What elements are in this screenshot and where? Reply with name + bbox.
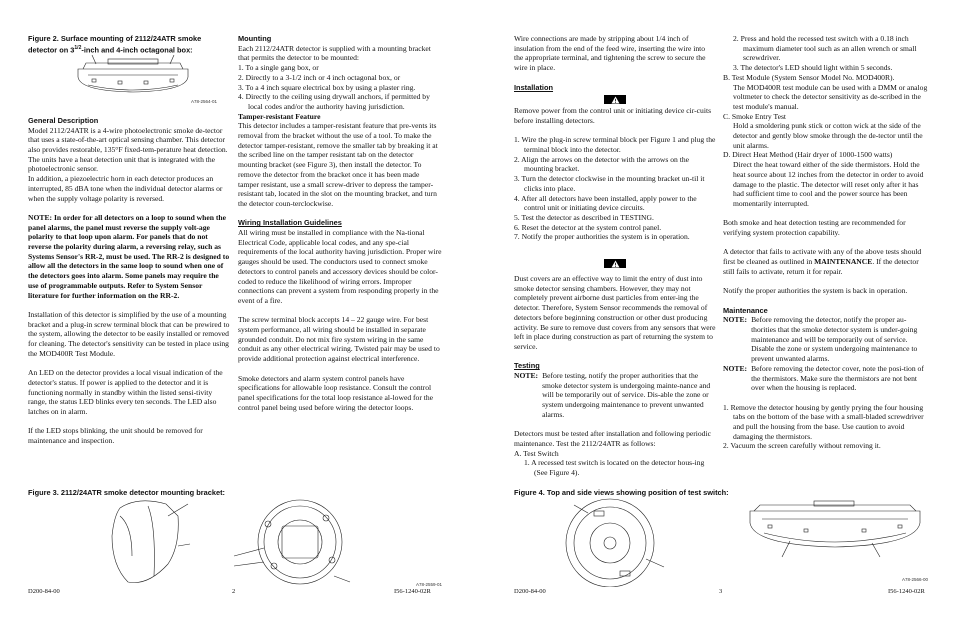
fig2-caption [28,34,230,55]
failed-detector-text-b: . If the detector still fails to activate, return it for repair. [723,257,919,276]
fig2-detector-drawing [28,55,230,116]
test-a-step-2: 2. Press and hold the recessed test switch with a 0.18 inch maximum diameter tool such as an allen wrench or small screwdriver. [733,34,917,63]
install-step: 6. Reset the detector at the system control panel. [514,222,662,232]
fig3-part-number: A78-2559-01 [416,582,443,587]
right-page-col-2 [723,34,929,451]
mounting-item: 1. To a single gang box, or [238,63,319,73]
left-page-col-2 [238,34,442,412]
wiring-p1: All wiring must be installed in compliance with the Na-tional Electrical Code, applicable local codes, and any spe-cial requirements of the local authority having jurisdiction. Proper wire gauges should be used. The conductors used to connect smoke detectors to control panels and accessory devices should be color-coded to reduce the likelihood of wiring errors. Improper connections can prevent a system from responding properly in the event of a fire. [238,228,442,305]
testing-note-text: Before testing, notify the proper authorities that the smoke detector system is undergoing mainte-nance and will be temporarily out of service. Dis-able the zone or system undergoing maintenance to prevent unwanted alarms. [542,371,711,419]
fig2-caption-line2b: -inch and 4-inch octagonal box: [81,45,193,55]
fig4-test-switch-drawing [514,497,934,587]
install-step: 5. Test the detector as described in TESTING. [514,212,654,222]
install-step: 1. Wire the plug-in screw terminal block per Figure 1 and plug the terminal block into the detector. [514,135,716,154]
left-footer-doc-id: D200-84-00 [28,588,60,595]
dust-covers-paragraph: Dust covers are an effective way to limit the entry of dust into smoke detector sensing chambers. However, they may not completely prevent airborne dust particles from enter-ing the detector. Therefore, System Sensor recommends the removal of detectors before beginning construction or other dust producing activity. Be sure to remove dust covers from any sensors that were left in place during construction as part of returning the system to service. [514,274,716,351]
installation-overview: Installation of this detector is simplified by the use of a mounting bracket and a plug-in screw terminal block that can be prewired to the system, allowing the detector to be easily installed or removed for cleaning. The detector's sensitivity can be tested in place using the MOD400R Test Module. [28,309,230,358]
mounting-intro: Each 2112/24ATR detector is supplied with a mounting bracket that permits the detector to be mounted: [238,43,431,63]
test-b-heading: B. Test Module (System Sensor Model No. MOD400R). [723,72,895,82]
general-description-heading: General Description [28,115,99,125]
testing-note [514,371,716,420]
maintenance-step: 2. Vacuum the screen carefully without removing it. [723,441,881,451]
polarity-note: NOTE: In order for all detectors on a loop to sound when the panel alarms, the panel must reverse the supply volt-age polarity to that loop upon alarm. For panels that do not reverse the polarity during alarm, a reversing relay, such as Systems Sensor's RR-2, must be used. The RR-2 is designed to allow all the detectors in the same loop to sound when one of the detectors goes into alarm. Some panels may require the use of programmable outputs. Refer to System Sensor literature for further information on the RR-2. [28,212,230,300]
fig4-part-number: A78-2566-00 [902,577,929,582]
test-b-text: The MOD400R test module can be used with a DMM or analog voltmeter to check the detector sensitivity as de-scribed in the test module's manual. [733,82,928,111]
led-blink-note: If the LED stops blinking, the unit should be removed for maintenance and inspection. [28,426,203,446]
maintenance-heading: Maintenance [723,305,768,315]
maintenance-step: 1. Remove the detector housing by gently prying the four housing tabs on the bottom of the base with a small-bladed screwdriver and pull the housing from the base. Use caution to avoid damaging the thermistors. [723,402,924,441]
maintenance-note-1-text: Before removing the detector, notify the proper au-thorities that the smoke detector system is under-going maintenance and will be temporarily out of service. Disable the zone or system undergoing maintenance to prevent unwanted alarms. [751,315,918,364]
fig2-caption-fraction: 1/2 [74,44,82,51]
testing-heading: Testing [514,361,540,371]
notify-authorities-paragraph: Notify the proper authorities the system is back in operation. [723,286,908,296]
install-step: 2. Align the arrows on the detector with the arrows on the mounting bracket. [514,154,690,174]
test-a-heading: A. Test Switch [514,448,559,458]
maintenance-note-1-label: NOTE: [723,315,748,325]
general-description-p2: In addition, a piezoelectric horn in each detector produces an interrupted, 85 dBA tone when the individual detector alarms or when the supply voltage polarity is reversed. [28,174,223,203]
led-description: An LED on the detector provides a local visual indication of the detector's status. If power is applied to the detector and it is functioning normally in standby within the listed sensi-tivity range, the status LED blinks every ten seconds. The LED also latches on in alarm. [28,368,223,416]
wiring-p3: Smoke detectors and alarm system control panels have specifications for allowable loop resistance. Consult the control panel specifications for the total loop resistance al-lowed for the control panel being used before wiring the detector loops. [238,373,434,412]
general-description-p1: Model 2112/24ATR is a 4-wire photoelectronic smoke de-tector that uses a state-of-the-art optical sensing chamber. This detector also provides restorable, 135°F fixed-tem-perature heat detection. The units have a heat detection unit that is integrated with the photoelectronic sensor. [28,125,228,174]
fig2-caption-line2: detector on 3 [28,45,75,55]
maintenance-note-1 [723,315,929,364]
wiring-p2: The screw terminal block accepts 14 – 22 gauge wire. For best system performance, all wiring should be installed in separate grounded conduit. Do not mix fire system wiring in the same conduit as any other electrical wiring. Twisted pair may be used to provide additional protection against electrical interference. [238,315,440,364]
left-page-col-1 [28,34,230,446]
test-a-step-3: 3. The detector's LED should light within 5 seconds. [733,63,893,73]
fig3-bracket-drawing [28,496,428,588]
mounting-heading: Mounting [238,34,272,43]
fig2-caption-line1: Figure 2. Surface mounting of 2112/24ATR smoke [28,34,202,43]
right-footer-part-number: I56-1240-02R [888,588,925,595]
maintenance-note-2-label: NOTE: [723,363,748,373]
testing-paragraph: Detectors must be tested after installation and following periodic maintenance. Test the 2112/24ATR as follows: [514,429,711,448]
caution-icon [604,95,626,104]
both-tests-paragraph: Both smoke and heat detection testing are recommended for verifying system protection capability. [723,218,906,238]
tamper-heading: Tamper-resistant Feature [238,111,321,121]
wire-connections-paragraph: Wire connections are made by stripping about 1/4 inch of insulation from the end of the feed wire, inserting the wire into the appropriate terminal, and tightening the screw to secure the wire in place. [514,34,706,73]
install-step: 4. After all detectors have been installed, apply power to the control unit or initiating device circuits. [514,193,697,213]
install-step: 3. Turn the detector clockwise in the mounting bracket un-til it clicks into place. [514,174,705,193]
test-c-text: Hold a smoldering punk stick or cotton wick at the side of the detector and gently blow smoke through the de-tector until the unit alarms. [733,121,923,150]
right-footer-page-number: 3 [719,588,723,595]
right-footer-doc-id: D200-84-00 [514,588,546,595]
right-page [477,0,954,618]
right-page-col-1 [514,34,716,478]
maintenance-reference: MAINTENANCE [814,257,873,267]
fig4-caption: Figure 4. Top and side views showing position of test switch: [514,488,729,497]
wiring-heading: Wiring Installation Guidelines [238,218,342,228]
failed-detector-text-a: A detector that fails to activate with any of the above tests should first be cleaned as outlined in [723,247,922,267]
fig3-caption: Figure 3. 2112/24ATR smoke detector mounting bracket: [28,488,226,497]
left-footer-page-number: 2 [232,588,236,595]
mounting-item: 3. To a 4 inch square electrical box by using a plaster ring. [238,82,416,92]
installation-power-warning: Remove power from the control unit or initiating device cir-cuits before installing detectors. [514,106,712,125]
maintenance-note-2-text: Before removing the detector cover, note the posi-tion of the thermistors. Make sure the thermistors are not bent over when the housing is replaced. [751,363,924,393]
test-a-step-1: 1. A recessed test switch is located on the detector hous-ing (See Figure 4). [524,458,705,478]
test-c-heading: C. Smoke Entry Test [723,111,787,121]
maintenance-note-2 [723,364,929,393]
left-footer-part-number: I56-1240-02R [394,588,431,595]
test-d-text: Direct the heat toward either of the side thermistors. Hold the heat source about 12 inches from the detector in order to avoid damage to the plastic. The detector will reset only after it has had sufficient time to cool and the power source has been momentarily interrupted. [733,160,924,208]
fig2-part-number: A78-2564-01 [191,98,218,104]
mounting-item: 2. Directly to a 3-1/2 inch or 4 inch octagonal box, or [238,72,401,82]
tamper-paragraph: This detector includes a tamper-resistant feature that pre-vents its removal from the bracket without the use of a tool. To make the detector tamper-resistant, remove the smaller tab by breaking it at the scribed line on the tamper resistant tab on the detector mounting bracket (see Figure 3), then install the detector. To remove the detector from the bracket once it has been made tamper resistant, use a small screw-driver to depress the tamper-resistant tab, located in the slot on the mounting bracket, and turn the detector coun-terclockwise. [238,121,438,208]
caution-icon [604,259,626,268]
fig2-figure [28,55,230,116]
failed-detector-paragraph [723,247,929,276]
install-step: 7. Notify the proper authorities the system is in operation. [514,232,690,242]
test-d-heading: D. Direct Heat Method (Hair dryer of 1000-1500 watts) [723,150,893,160]
mounting-item: 4. Directly to the ceiling using drywall anchors, if permitted by local codes and/or the authority having jurisdiction. [238,92,430,111]
testing-note-label: NOTE: [514,371,539,381]
installation-heading: Installation [514,82,554,92]
